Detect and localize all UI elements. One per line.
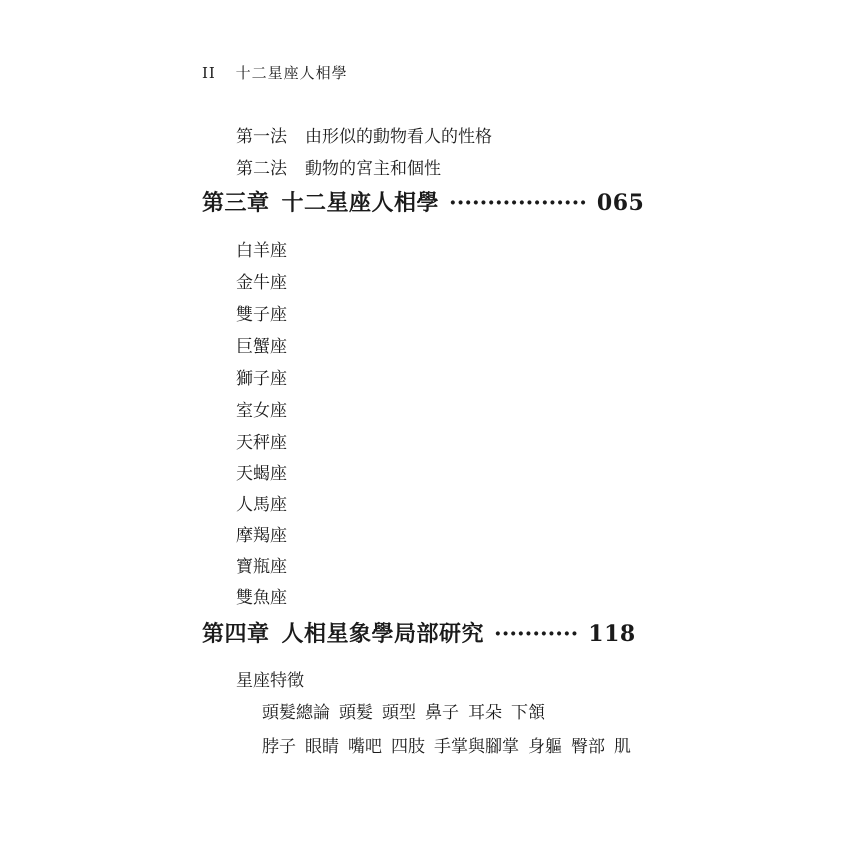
toc-item: 摩羯座 bbox=[236, 526, 287, 546]
toc-subitem: 眼睛 bbox=[305, 737, 339, 757]
toc-section-1 bbox=[236, 122, 492, 147]
toc-subitem: 頭髮總論 bbox=[262, 703, 330, 723]
toc-subitems-row-1 bbox=[262, 698, 554, 723]
chapter-page: 065 bbox=[596, 190, 645, 216]
toc-item: 人馬座 bbox=[236, 495, 287, 515]
toc-item: 巨蟹座 bbox=[236, 337, 287, 357]
toc-subitem: 肌 bbox=[614, 737, 631, 757]
toc-section-2 bbox=[236, 154, 441, 179]
toc-chapter-3 bbox=[202, 186, 644, 217]
chapter-title: 十二星座人相學 bbox=[281, 190, 440, 216]
toc-item: 金牛座 bbox=[236, 273, 287, 293]
toc-item: 天秤座 bbox=[236, 433, 287, 453]
toc-item: 獅子座 bbox=[236, 369, 287, 389]
toc-subitem: 下頷 bbox=[511, 703, 545, 723]
toc-subitem: 身軀 bbox=[528, 737, 562, 757]
toc-subitem: 嘴吧 bbox=[348, 737, 382, 757]
chapter-page: 118 bbox=[588, 621, 636, 647]
running-header bbox=[202, 62, 348, 83]
page-number: II bbox=[202, 64, 216, 82]
leader-dots: ·················· bbox=[449, 190, 587, 216]
toc-item: 天蝎座 bbox=[236, 464, 287, 484]
toc-item: 雙魚座 bbox=[236, 588, 287, 608]
toc-subitem: 脖子 bbox=[262, 737, 296, 757]
toc-subitem: 臀部 bbox=[571, 737, 605, 757]
toc-subitem: 手掌與腳掌 bbox=[434, 737, 519, 757]
toc-subitem: 耳朵 bbox=[468, 703, 502, 723]
toc-item: 白羊座 bbox=[236, 241, 287, 261]
section-title: 由形似的動物看人的性格 bbox=[305, 127, 492, 147]
toc-subitems-row-2 bbox=[262, 732, 640, 757]
chapter-number: 第四章 bbox=[202, 621, 270, 647]
toc-subitem: 頭型 bbox=[382, 703, 416, 723]
toc-subheading: 星座特徵 bbox=[236, 671, 304, 691]
toc-subitem: 頭髮 bbox=[339, 703, 373, 723]
book-title: 十二星座人相學 bbox=[235, 64, 348, 82]
section-label: 第一法 bbox=[236, 127, 287, 147]
toc-subitem: 四肢 bbox=[391, 737, 425, 757]
section-label: 第二法 bbox=[236, 159, 287, 179]
toc-subitem: 鼻子 bbox=[425, 703, 459, 723]
toc-item: 寶瓶座 bbox=[236, 557, 287, 577]
section-title: 動物的宮主和個性 bbox=[305, 159, 441, 179]
leader-dots: ··········· bbox=[494, 621, 579, 647]
toc-item: 雙子座 bbox=[236, 305, 287, 325]
toc-chapter-4 bbox=[202, 617, 636, 648]
chapter-number: 第三章 bbox=[202, 190, 270, 216]
toc-item: 室女座 bbox=[236, 401, 287, 421]
chapter-title: 人相星象學局部研究 bbox=[281, 621, 485, 647]
